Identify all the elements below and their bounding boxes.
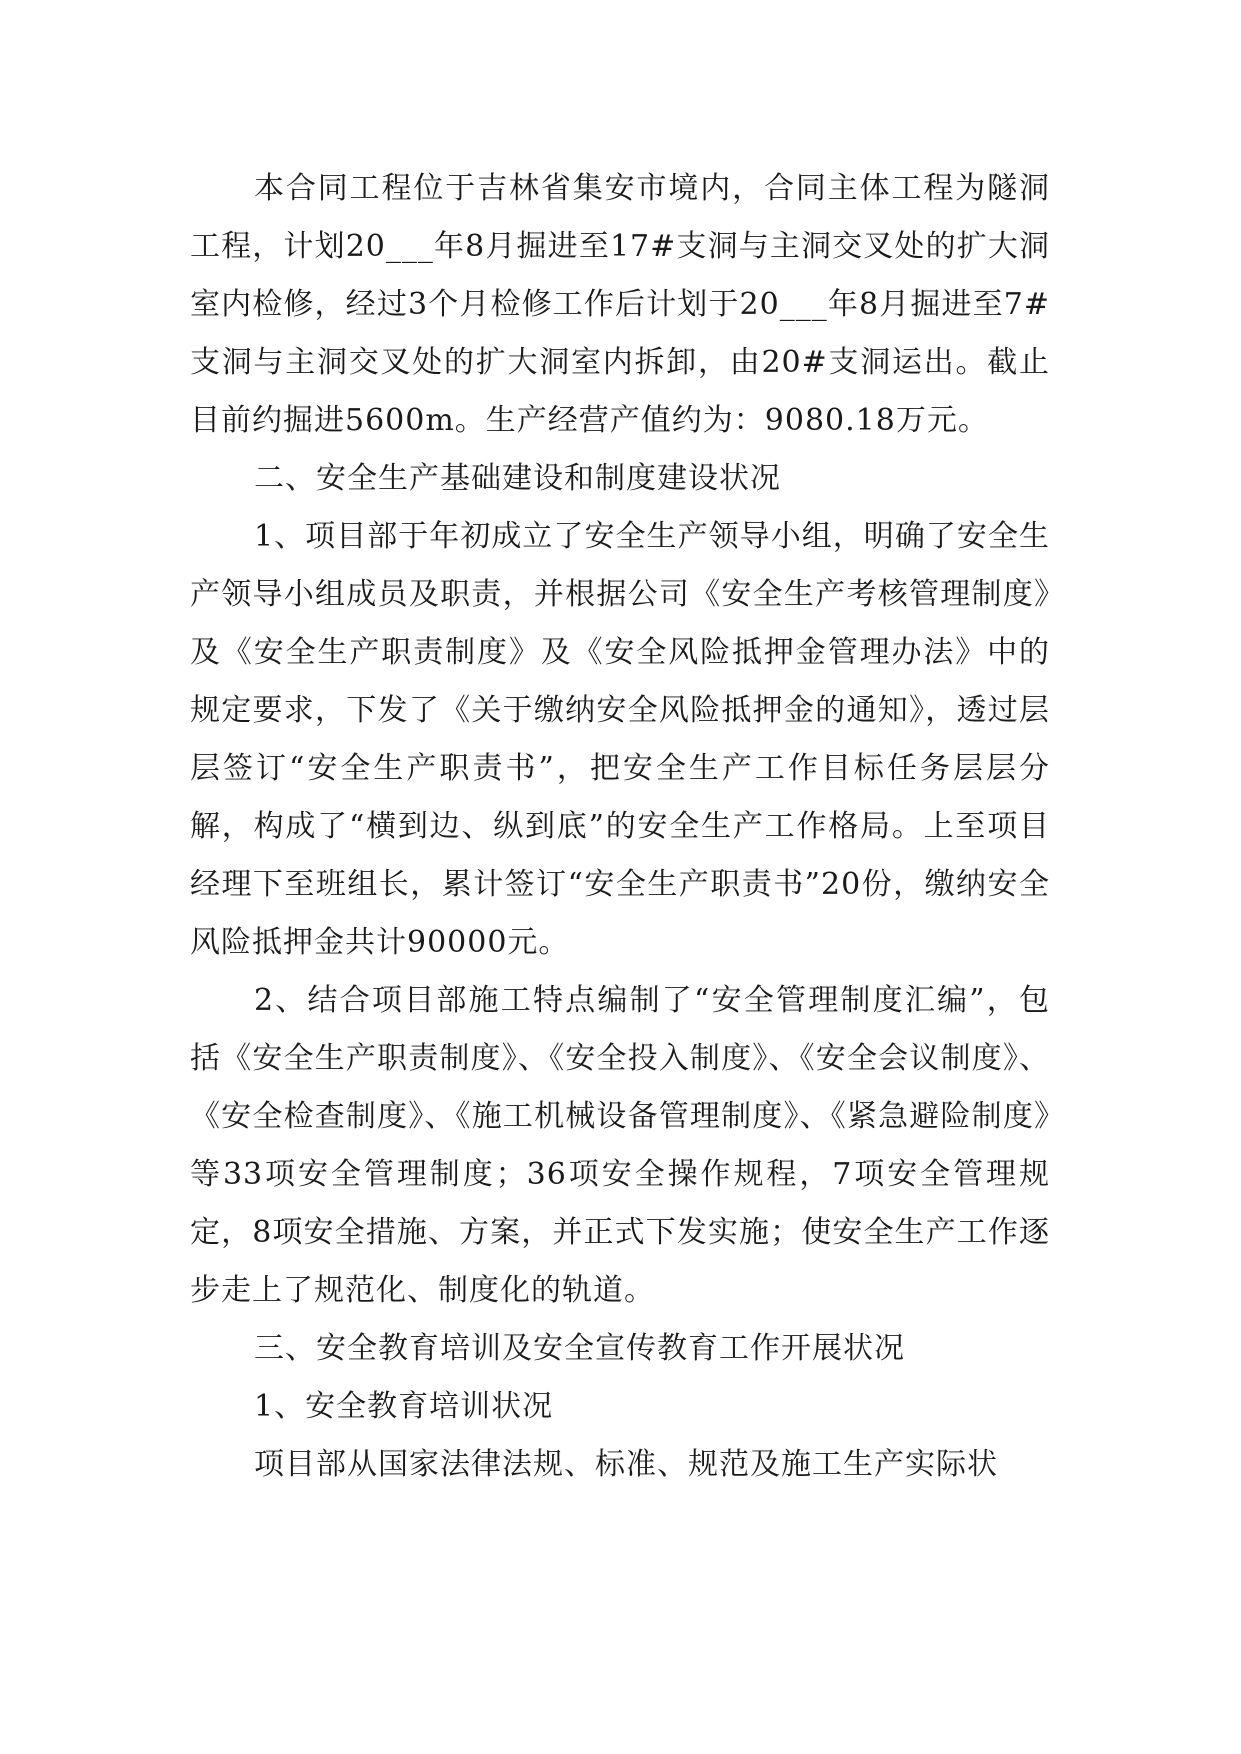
document-body [190, 160, 1050, 1494]
paragraph-training-intro: 项目部从国家法律法规、标准、规范及施工生产实际状 [254, 1447, 998, 1482]
section-heading-safety-education: 三、安全教育培训及安全宣传教育工作开展状况 [254, 1331, 905, 1366]
paragraph-project-overview: 本合同工程位于吉林省集安市境内，合同主体工程为隧洞工程，计划20___年8月掘进至17#支洞与主洞交叉处的扩大洞室内检修，经过3个月检修工作后计划于20___年8月掘进至7#支洞与主洞交叉处的扩大洞室内拆卸，由20#支洞运出。截止目前约掘进5600m。生产经营产值约为：9080.18万元。 [190, 171, 1050, 438]
paragraph-safety-regulations: 2、结合项目部施工特点编制了“安全管理制度汇编”，包括《安全生产职责制度》、《安全投入制度》、《安全会议制度》、《安全检查制度》、《施工机械设备管理制度》、《紧急避险制度》等33项安全管理制度；36项安全操作规程，7项安全管理规定，8项安全措施、方案，并正式下发实施；使安全生产工作逐步走上了规范化、制度化的轨道。 [190, 983, 1050, 1308]
section-heading-safety-infrastructure: 二、安全生产基础建设和制度建设状况 [254, 461, 781, 496]
paragraph-safety-leadership-group: 1、项目部于年初成立了安全生产领导小组，明确了安全生产领导小组成员及职责，并根据公司《安全生产考核管理制度》及《安全生产职责制度》及《安全风险抵押金管理办法》中的规定要求，下发了《关于缴纳安全风险抵押金的通知》，透过层层签订“安全生产职责书”，把安全生产工作目标任务层层分解，构成了“横到边、纵到底”的安全生产工作格局。上至项目经理下至班组长，累计签订“安全生产职责书”20份，缴纳安全风险抵押金共计90000元。 [190, 519, 1050, 960]
subsection-heading-training-status: 1、安全教育培训状况 [254, 1389, 554, 1424]
